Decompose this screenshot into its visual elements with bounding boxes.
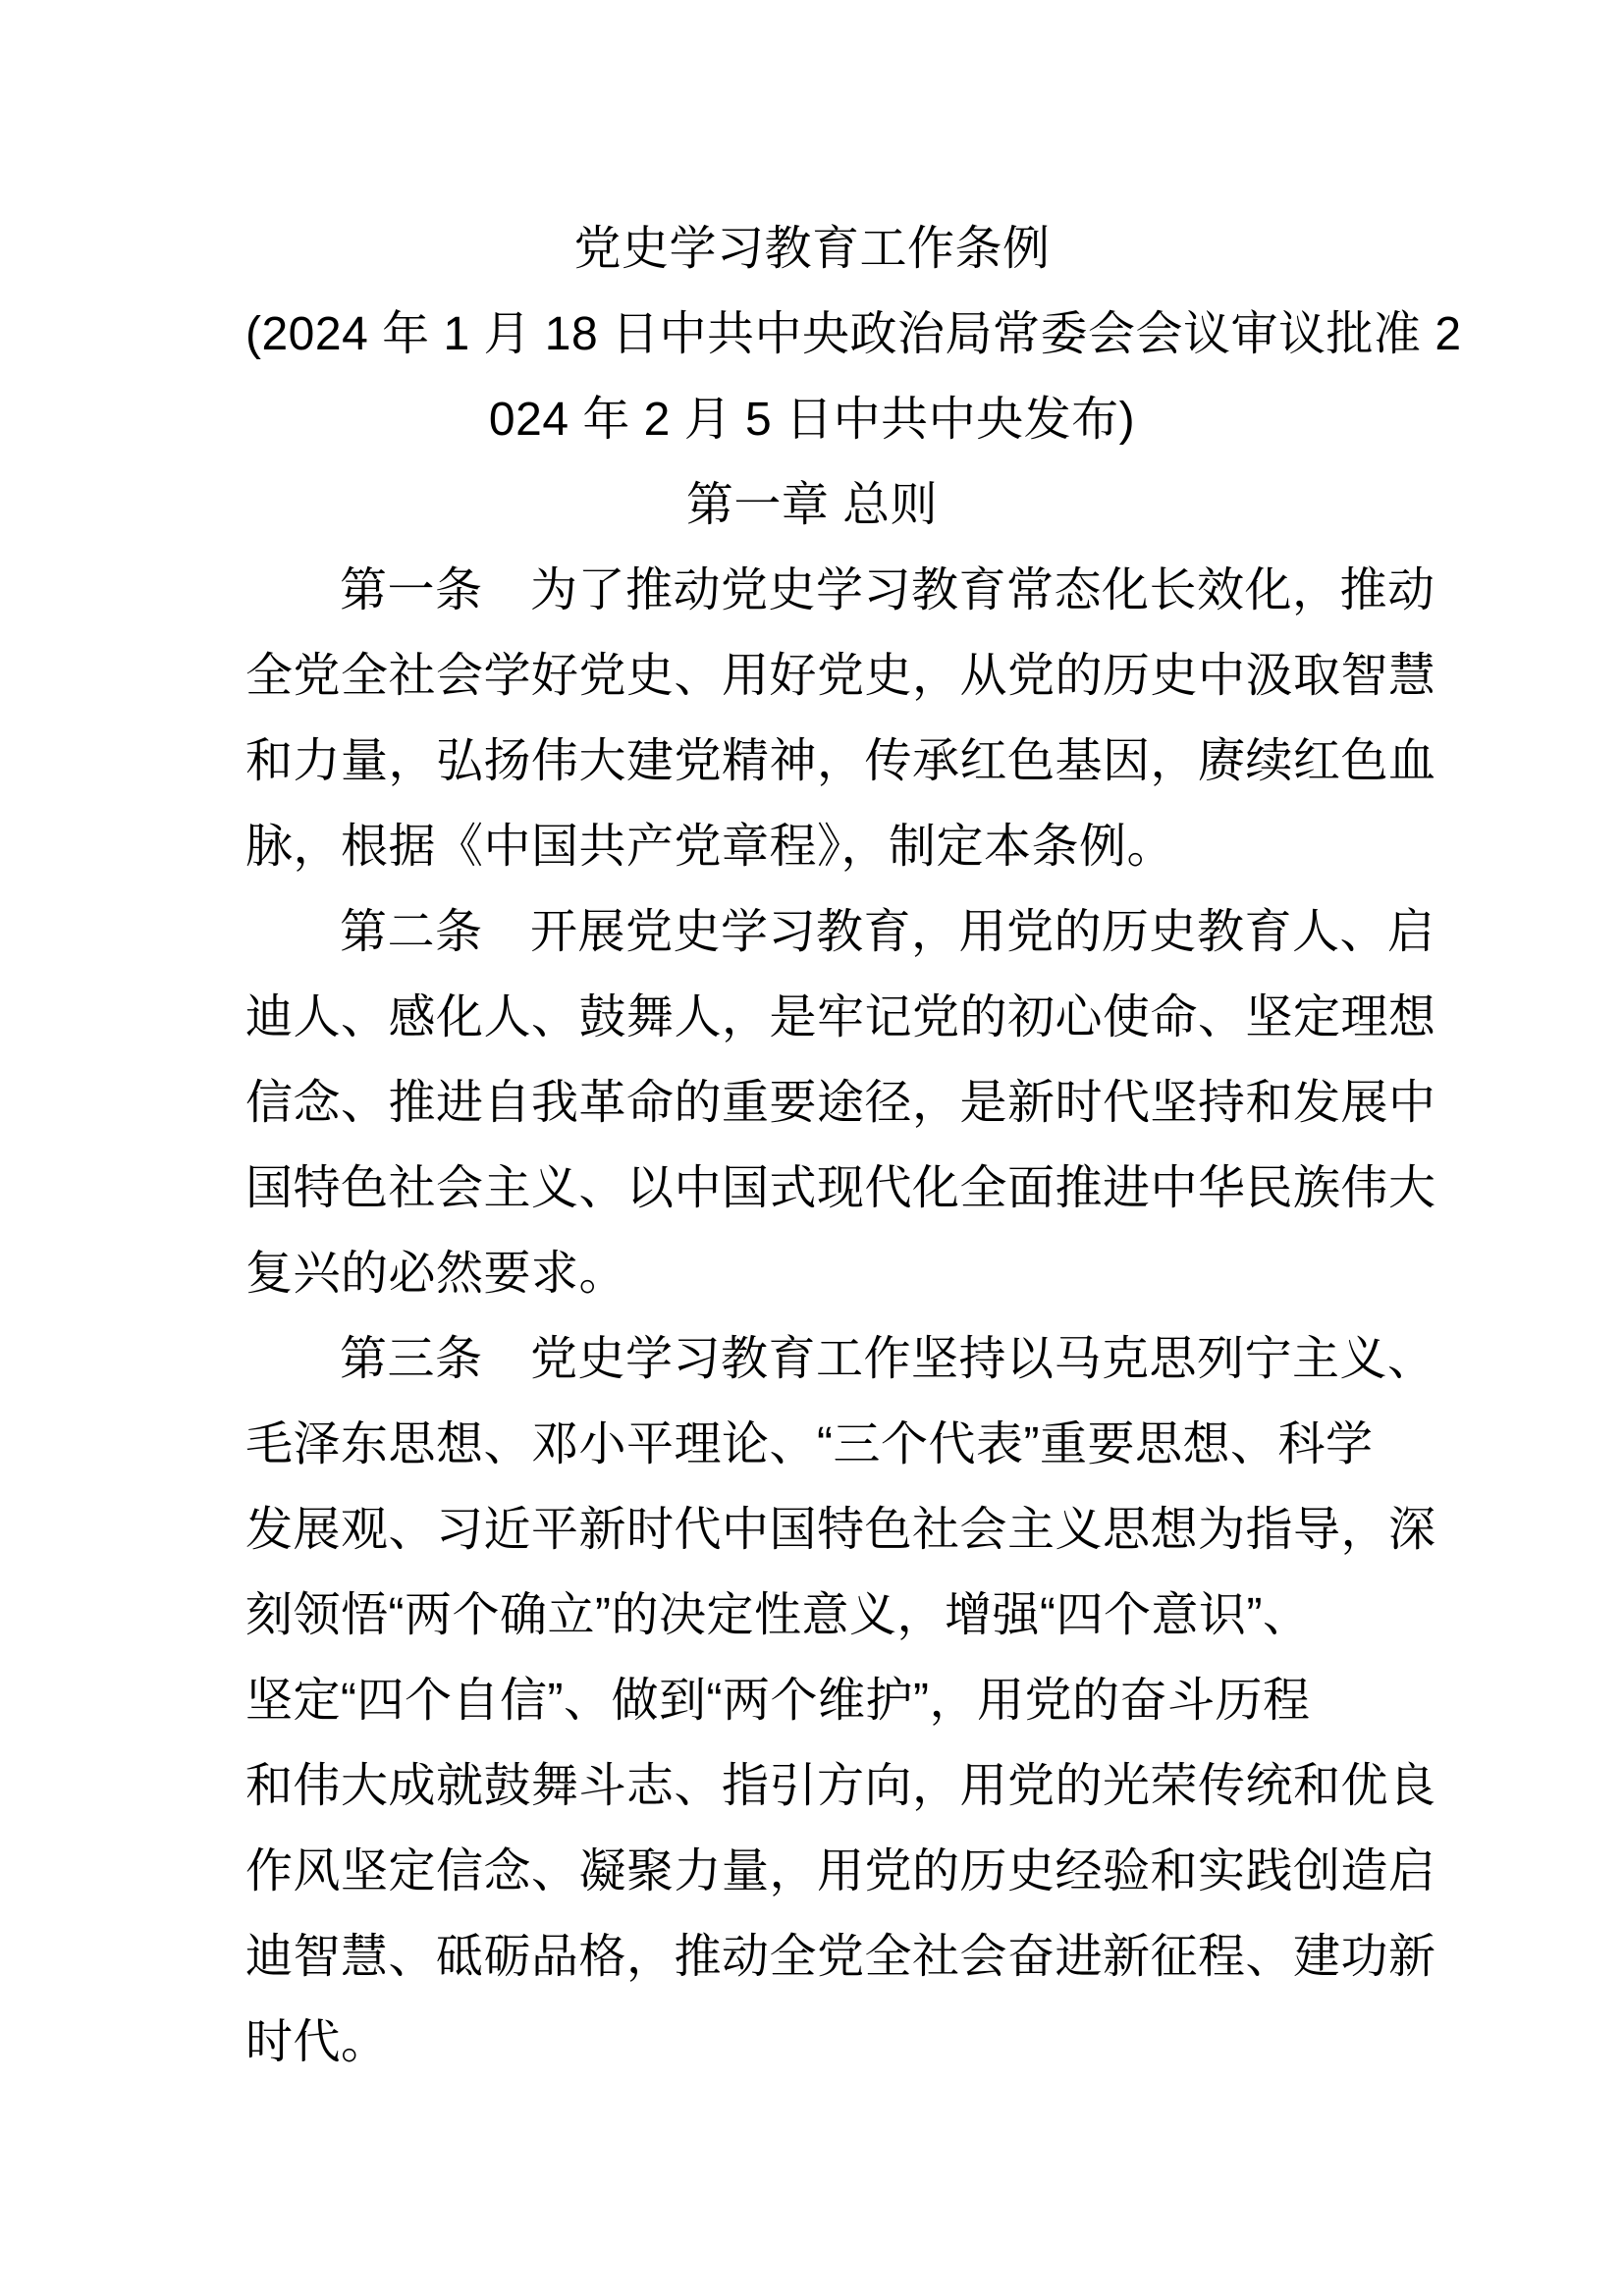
document-subtitle <box>245 292 1462 462</box>
body-line: 信念、推进自我革命的重要途径，是新时代坚持和发展中 <box>245 1077 1436 1129</box>
subtitle-line: 024 年 2 月 5 日中共中央发布) <box>488 394 1136 446</box>
body-line: 第一条 为了推动党史学习教育常态化长效化，推动 <box>340 564 1435 616</box>
body-line: 第二条 开展党史学习教育，用党的历史教育人、启 <box>340 906 1435 958</box>
body-line: 刻领悟“两个确立”的决定性意义，增强“四个意识”、 <box>245 1589 1311 1641</box>
body-line: 迪智慧、砥砺品格，推动全党全社会奋进新征程、建功新 <box>245 1931 1436 1983</box>
body-line: 第三条 党史学习教育工作坚持以马克思列宁主义、 <box>340 1333 1435 1385</box>
body-line: 国特色社会主义、以中国式现代化全面推进中华民族伟大 <box>245 1162 1436 1214</box>
body-line: 发展观、习近平新时代中国特色社会主义思想为指导，深 <box>245 1504 1436 1556</box>
subtitle-line: (2024 年 1 月 18 日中共中央政治局常委会会议审议批准 2 <box>245 308 1462 360</box>
body-line: 复兴的必然要求。 <box>245 1248 627 1300</box>
body-line: 迪人、感化人、鼓舞人，是牢记党的初心使命、坚定理想 <box>245 991 1436 1043</box>
body-line: 时代。 <box>245 2016 389 2068</box>
document-body <box>245 548 1436 2085</box>
body-line: 坚定“四个自信”、做到“两个维护”，用党的奋斗历程 <box>245 1675 1311 1727</box>
body-line: 和力量，弘扬伟大建党精神，传承红色基因，赓续红色血 <box>245 735 1436 787</box>
document-title: 党史学习教育工作条例 <box>573 223 1051 275</box>
body-line: 全党全社会学好党史、用好党史，从党的历史中汲取智慧 <box>245 650 1436 702</box>
body-line: 作风坚定信念、凝聚力量，用党的历史经验和实践创造启 <box>245 1845 1436 1897</box>
body-line: 脉，根据《中国共产党章程》，制定本条例。 <box>245 821 1175 873</box>
body-line: 毛泽东思想、邓小平理论、“三个代表”重要思想、科学 <box>245 1418 1374 1470</box>
body-line: 和伟大成就鼓舞斗志、指引方向，用党的光荣传统和优良 <box>245 1760 1436 1812</box>
chapter-heading: 第一章 总则 <box>685 479 939 531</box>
